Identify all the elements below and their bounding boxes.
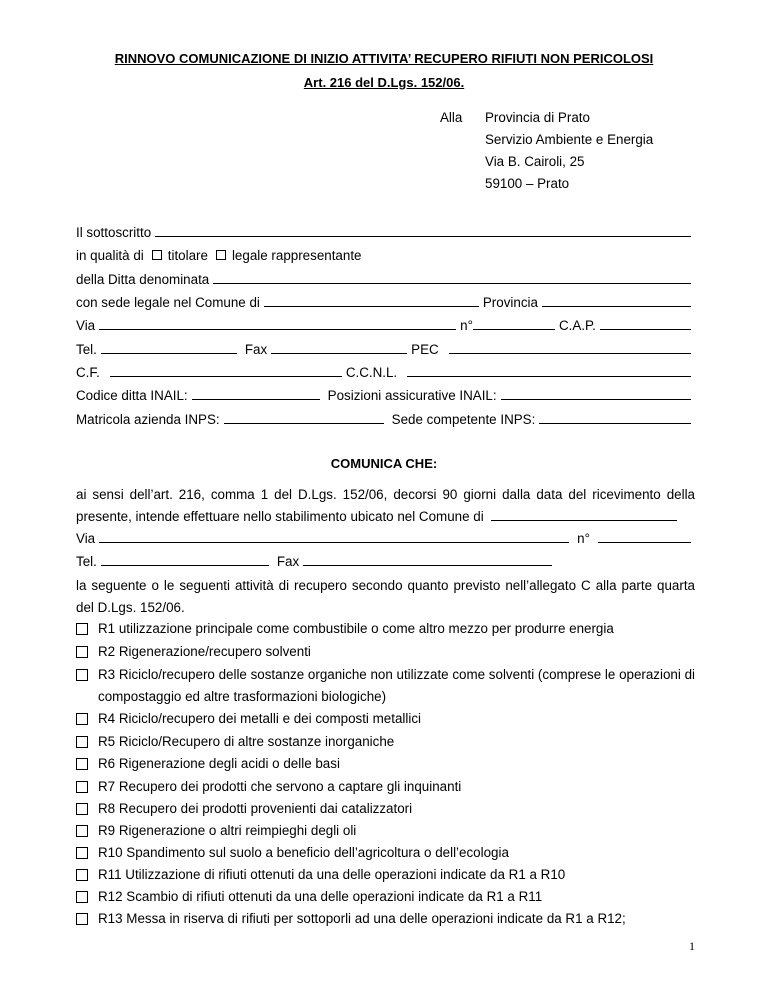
sottoscritto-field[interactable] [155,225,691,237]
ditta-field[interactable] [213,272,691,284]
operation-r12 [76,886,695,908]
r5-label: R5 Riciclo/Recupero di altre sostanze inorganiche [98,734,395,749]
legale-checkbox[interactable] [216,250,226,260]
titolare-label: titolare [167,248,208,263]
stab-fax-label: Fax [276,554,300,569]
r13-label: R13 Messa in riserva di rifiuti per sottoporli ad una delle operazioni indicate da R1 a R12; [98,911,626,926]
page-number: 1 [689,939,695,953]
stab-tel-label: Tel. [76,554,97,569]
r6-checkbox[interactable] [76,758,88,770]
cf-field[interactable] [110,365,342,377]
r8-checkbox[interactable] [76,803,88,815]
operation-r6 [76,753,695,775]
cap-label: C.A.P. [558,318,596,333]
row-sede [76,295,695,310]
r8-label: R8 Recupero dei prodotti provenienti dai catalizzatori [98,801,413,816]
r3-label: R3 Riciclo/recupero delle sostanze organiche non utilizzate come solventi (comprese le operazioni di compostaggio ed altre trasformazioni biologiche) [98,667,695,704]
r5-checkbox[interactable] [76,736,88,748]
cf-label: C.F. [76,365,100,380]
stab-via-label: Via [76,531,96,546]
intro-text: ai sensi dell’art. 216, comma 1 del D.Lgs. 152/06, decorsi 90 giorni dalla data del ricevimento della presente, intende effettuare nello stabilimento ubicato nel Comune di [76,487,695,524]
addressee-line-2: Servizio Ambiente e Energia [485,132,654,147]
operation-r10 [76,842,695,864]
inail-pos-label: Posizioni assicurative INAIL: [327,388,497,403]
section-title: COMUNICA CHE: [330,456,438,471]
r10-label: R10 Spandimento sul suolo a beneficio dell’agricoltura o dell’ecologia [98,845,509,860]
via-label: Via [76,318,96,333]
r11-checkbox[interactable] [76,869,88,881]
inps-sede-field[interactable] [539,412,691,424]
ccnl-field[interactable] [407,365,691,377]
addressee-line-1: Provincia di Prato [485,110,590,125]
cap-field[interactable] [600,318,691,330]
titolare-checkbox[interactable] [152,250,162,260]
operation-r9 [76,820,695,842]
r2-checkbox[interactable] [76,646,88,658]
addressee-line-4: 59100 – Prato [485,176,570,191]
r1-label: R1 utilizzazione principale come combustibile o come altro mezzo per produrre energia [98,621,614,636]
inail-pos-field[interactable] [501,388,691,400]
operation-r2 [76,641,695,663]
pec-field[interactable] [449,342,691,354]
legale-label: legale rappresentante [231,248,362,263]
inail-code-field[interactable] [192,388,320,400]
r9-checkbox[interactable] [76,825,88,837]
ccnl-label: C.C.N.L. [345,365,398,380]
operation-r7 [76,776,695,798]
sede-comune-label: con sede legale nel Comune di [76,295,260,310]
sottoscritto-label: Il sottoscritto [76,225,152,240]
r12-checkbox[interactable] [76,891,88,903]
via-field[interactable] [99,318,456,330]
r3-checkbox[interactable] [76,669,88,681]
row-cf [76,365,695,380]
inps-sede-label: Sede competente INPS: [391,412,536,427]
r10-checkbox[interactable] [76,847,88,859]
row-via [76,318,695,333]
document-subtitle: Art. 216 del D.Lgs. 152/06. [303,75,465,90]
inail-code-label: Codice ditta INAIL: [76,388,188,403]
stab-numero-label: n° [577,531,590,546]
tel-field[interactable] [101,342,237,354]
sede-comune-field[interactable] [264,295,479,307]
r13-checkbox[interactable] [76,913,88,925]
numero-label: n° [460,318,473,333]
row-sottoscritto [76,225,695,240]
r1-checkbox[interactable] [76,623,88,635]
stab-tel-field[interactable] [101,554,269,566]
row-inps [76,412,695,427]
operation-r8 [76,798,695,820]
r11-label: R11 Utilizzazione di rifiuti ottenuti da una delle operazioni indicate da R1 a R10 [98,867,566,882]
ditta-label: della Ditta denominata [76,272,210,287]
provincia-field[interactable] [542,295,691,307]
r9-label: R9 Rigenerazione o altri reimpieghi degli oli [98,823,357,838]
stabilimento-comune-field[interactable] [491,510,677,521]
stab-fax-field[interactable] [303,554,552,566]
row-ditta [76,272,695,287]
row-tel [76,342,695,357]
seguente-paragraph: la seguente o le seguenti attività di recupero secondo quanto previsto nell’allegato C alla parte quarta del D.Lgs. 152/06. [76,578,695,615]
r12-label: R12 Scambio di rifiuti ottenuti da una delle operazioni indicate da R1 a R11 [98,889,543,904]
document-title: RINNOVO COMUNICAZIONE DI INIZIO ATTIVITA’ RECUPERO RIFIUTI NON PERICOLOSI [114,51,654,66]
addressee-line-3: Via B. Cairoli, 25 [485,154,585,169]
fax-label: Fax [244,342,268,357]
row-qualita [76,248,695,263]
pec-label: PEC [411,342,439,357]
tel-label: Tel. [76,342,97,357]
r6-label: R6 Rigenerazione degli acidi o delle basi [98,756,340,771]
stab-numero-field[interactable] [598,531,691,543]
operation-r5 [76,731,695,753]
operation-r4 [76,708,695,730]
r2-label: R2 Rigenerazione/recupero solventi [98,644,311,659]
stab-via-field[interactable] [99,531,569,543]
inps-matricola-field[interactable] [224,412,384,424]
operation-r11 [76,864,695,886]
addressee-label: Alla [440,110,463,125]
operation-r3 [76,664,695,708]
fax-field[interactable] [271,342,407,354]
intro-paragraph [76,484,695,528]
qualita-label: in qualità di [76,248,144,263]
r4-checkbox[interactable] [76,713,88,725]
r4-label: R4 Riciclo/recupero dei metalli e dei composti metallici [98,711,421,726]
r7-checkbox[interactable] [76,781,88,793]
operation-r13 [76,908,695,930]
row-stab-tel [76,554,556,569]
operation-r1 [76,618,695,640]
provincia-label: Provincia [482,295,538,310]
row-inail [76,388,695,403]
numero-field[interactable] [473,318,555,330]
inps-matricola-label: Matricola azienda INPS: [76,412,220,427]
r7-label: R7 Recupero dei prodotti che servono a captare gli inquinanti [98,779,462,794]
row-stab-via [76,531,695,546]
